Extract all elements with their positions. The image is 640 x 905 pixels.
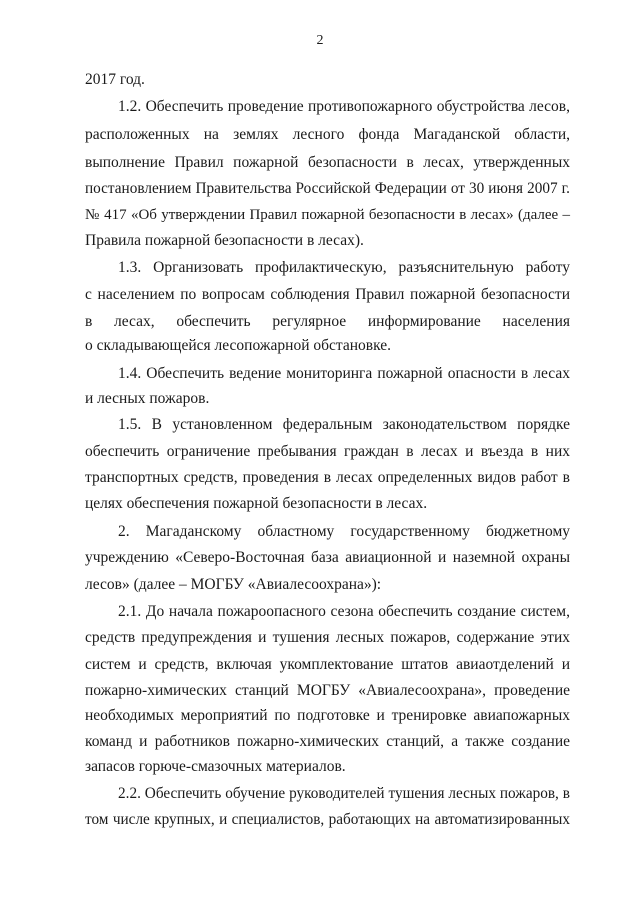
text-line: необходимых мероприятий по подготовке и тренировке авиапожарных bbox=[85, 707, 570, 724]
text-line: о складывающейся лесопожарной обстановке. bbox=[85, 337, 391, 354]
text-line: транспортных средств, проведения в лесах определенных видов работ в bbox=[85, 469, 570, 486]
text-line: учреждению «Северо-Восточная база авиационной и наземной охраны bbox=[85, 549, 570, 566]
text-line: целях обеспечения пожарной безопасности в лесах. bbox=[85, 495, 428, 512]
text-line: средств предупреждения и тушения лесных пожаров, содержание этих bbox=[85, 629, 570, 646]
text-line: выполнение Правил пожарной безопасности в лесах, утвержденных bbox=[85, 154, 570, 171]
text-line: 1.4. Обеспечить ведение мониторинга пожарной опасности в лесах bbox=[118, 365, 570, 382]
text-line: 1.2. Обеспечить проведение противопожарного обустройства лесов, bbox=[118, 98, 570, 115]
text-line: 2.2. Обеспечить обучение руководителей тушения лесных пожаров, в bbox=[118, 785, 570, 802]
text-line: 1.5. В установленном федеральным законодательством порядке bbox=[118, 416, 570, 433]
text-line: обеспечить ограничение пребывания граждан в лесах и въезда в них bbox=[85, 443, 570, 460]
text-line: расположенных на землях лесного фонда Магаданской области, bbox=[85, 126, 570, 143]
text-line: № 417 «Об утверждении Правил пожарной безопасности в лесах» (далее – bbox=[85, 207, 570, 223]
text-line: систем и средств, включая укомплектование штатов авиаотделений и bbox=[85, 656, 570, 673]
text-line: и лесных пожаров. bbox=[85, 390, 210, 407]
text-line: пожарно-химических станций МОГБУ «Авиалесоохрана», проведение bbox=[85, 682, 570, 699]
text-line: запасов горюче-смазочных материалов. bbox=[85, 758, 346, 775]
text-line: в лесах, обеспечить регулярное информирование населения bbox=[85, 313, 570, 330]
text-line: 2017 год. bbox=[85, 71, 145, 88]
text-line: команд и работников пожарно-химических станций, а также создание bbox=[85, 733, 570, 750]
text-line: 2. Магаданскому областному государственному бюджетному bbox=[118, 523, 570, 540]
text-line: с населением по вопросам соблюдения Правил пожарной безопасности bbox=[85, 286, 570, 303]
text-line: лесов» (далее – МОГБУ «Авиалесоохрана»): bbox=[85, 576, 382, 593]
page-number: 2 bbox=[316, 33, 324, 48]
text-line: 1.3. Организовать профилактическую, разъяснительную работу bbox=[118, 259, 570, 276]
text-line: Правила пожарной безопасности в лесах). bbox=[85, 232, 364, 249]
text-line: том числе крупных, и специалистов, работающих на автоматизированных bbox=[85, 811, 570, 828]
text-line: 2.1. До начала пожароопасного сезона обеспечить создание систем, bbox=[118, 603, 570, 620]
text-line: постановлением Правительства Российской Федерации от 30 июня 2007 г. bbox=[85, 180, 570, 197]
